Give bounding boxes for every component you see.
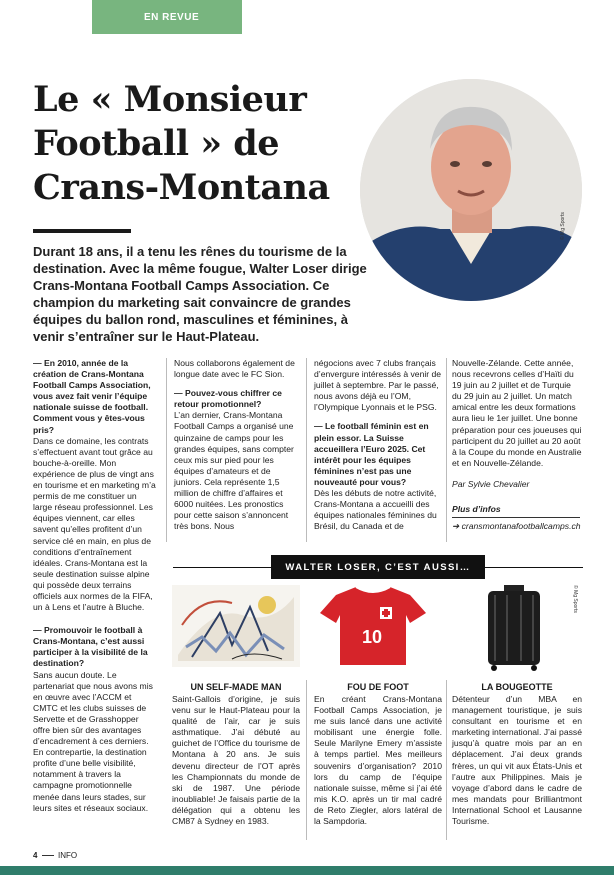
title-underline — [33, 229, 131, 233]
items-photo-credit: © Mg Sports — [572, 585, 578, 613]
item-title-self-made-man: UN SELF-MADE MAN — [190, 682, 282, 692]
lead-paragraph: Durant 18 ans, il a tenu les rênes du tourisme de la destination. Avec la même fougue, Walter Loser dirige Crans-Montana Football Camps Association. Ce champion du marketing sait convaincre de grandes équipes du ballon rond, masculines et féminines, à venir s’entraîner sur le Haut-Plateau. — [33, 244, 367, 344]
more-info-rule — [452, 517, 580, 518]
column-divider — [446, 680, 447, 840]
answer-1: Dans ce domaine, les contrats s’effectuent avant tout grâce au bouche-à-oreille. Mon expérience de plus de vingt ans en tourisme et en marketing m’a permis de me constituer un large réseau professionnel. Les équipes viennent, car elles savent qu’elles profitent d’un service clé en main, en plus de conditions d’entraînement idéales. Crans-Montana est la seule destination suisse alpine qui possède deux terrains officiels aux normes de la FIFA, un à Lens et l’autre à Bluche. — [33, 435, 156, 613]
more-info-label: Plus d’infos — [452, 504, 501, 515]
section-tag: EN REVUE — [92, 0, 242, 34]
answer-4-continued: Nouvelle-Zélande. Cette année, nous recevrons celles d’Haïti du 19 juin au 2 juillet et de Turquie du 29 juin au 2 juillet. Un match amical entre les deux formations aura lieu le 1er juillet. Une bonne préparation pour ces joueuses qui participent du 20 juillet au 20 août à la Coupe du monde en Australie et en Nouvelle-Zélande. — [452, 358, 582, 468]
question-2: — Promouvoir le football à Crans-Montana, c’est aussi participer à la visibilité de la destination? — [33, 625, 148, 669]
more-info-link[interactable]: ➔ cransmontanafootballcamps.ch — [452, 521, 581, 532]
author-signature: Par Sylvie Chevalier — [452, 478, 530, 489]
article-column-4 — [452, 358, 582, 532]
page-title: Le « Monsieur Football » de Crans-Montana — [33, 79, 330, 208]
question-3: — Pouvez-vous chiffrer ce retour promotionnel? — [174, 388, 282, 410]
column-divider — [446, 358, 447, 542]
jersey-number: 10 — [362, 627, 383, 647]
portrait-photo — [360, 79, 582, 301]
item-text-fou-de-foot: En créant Crans-Montana Football Camps Association, je me suis lancé dans une activité mobilisant une énergie folle. Seule Marilyne Emery m’assiste à temps partiel. Mes meilleurs souvenirs d’organisation? 2010 lors du camp de l’équipe nationale suisse, même si j’ai été mis K.O. après un tir mal cadré de Reto Ziegler, alors latéral de la Sampdoria. — [314, 694, 442, 827]
column-divider — [166, 358, 167, 542]
column-divider — [306, 358, 307, 542]
football-jersey-image — [318, 585, 428, 667]
item-title-bougeotte: LA BOUGEOTTE — [481, 682, 553, 692]
article-column-2 — [174, 358, 300, 532]
article-column-3 — [314, 358, 442, 532]
answer-4: Dès les débuts de notre activité, Crans-Montana a accueilli des équipes nationales féminines du Brésil, du Canada et de — [314, 488, 437, 532]
suitcase-image — [482, 583, 546, 671]
item-title-fou-de-foot: FOU DE FOOT — [347, 682, 409, 692]
answer-3-continued: négocions avec 7 clubs français d’envergure intéressés à venir de juillet à septembre. Par le passé, nous avons déjà eu l’OM, l’Olympique Lyonnais et le PSG. — [314, 358, 442, 413]
photo-credit: © Mg Sports — [560, 212, 566, 240]
page-number: 4 — [33, 851, 38, 860]
article-column-1 — [33, 358, 157, 814]
item-text-self-made-man: Saint-Gallois d’origine, je suis venu sur le Haut-Plateau pour la qualité de l’air, car je suis asthmatique. J’ai débuté au guichet de l’Office du tourisme de Montana à 20 ans. Je suis devenu directeur de l’OT après les Championnats du monde de ski de 1987. Une période inoubliable! Je faisais partie de la délégation qui a obtenu les CM87 à Sydney en 1983. — [172, 694, 300, 827]
footer-color-bar — [0, 866, 614, 875]
answer-3: L’an dernier, Crans-Montana Football Camps a organisé une quinzaine de camps pour les grandes équipes, sans compter ceux mis sur pied pour les équipes d’amateurs et de juniors. Cela représente 1,5 million de chiffre d’affaires et 6000 nuitées. Les pronostics pour cette saison s’annoncent très bons. Nous — [174, 410, 294, 532]
question-1: — En 2010, année de la création de Crans-Montana Football Camps Association, vous avez fait venir l’équipe nationale suisse de football. Comment vous y êtes-vous pris? — [33, 358, 151, 435]
drawing-image — [172, 585, 300, 667]
sidebar-banner: WALTER LOSER, C’EST AUSSI… — [271, 555, 485, 579]
footer-dash — [42, 855, 54, 856]
footer-section-name: INFO — [58, 851, 78, 860]
item-text-bougeotte: Détenteur d’un MBA en management touristique, je suis consultant en tourisme et en marketing international. J’ai passé jusqu’à quatre mois par an en déplacement. J’ai deux grands frères, un qui vit aux États-Unis et l’autre aux Philippines. Mais je voyage d’abord dans le cadre de mes mandats pour Brilliantmont International School et Lausanne Tourisme. — [452, 694, 582, 827]
answer-2-continued: Nous collaborons également de longue date avec le FC Sion. — [174, 358, 295, 380]
answer-2: Sans aucun doute. Le partenariat que nous avons mis en œuvre avec l’ACCM et CMTC et les clubs suisses de Servette et de Grasshopper offre bien sûr des avantages d’encadrement à ces derniers. En contrepartie, la destination profite d’une belle visibilité, notamment à travers la campagne promotionnelle menée dans leurs stades, sur leurs sites et réseaux sociaux. — [33, 669, 153, 813]
question-4: — Le football féminin est en plein essor. La Suisse accueillera l’Euro 2025. Cet intérêt pour les équipes féminines n’est pas une nouveauté pour vous? — [314, 421, 429, 487]
column-divider — [306, 680, 307, 840]
